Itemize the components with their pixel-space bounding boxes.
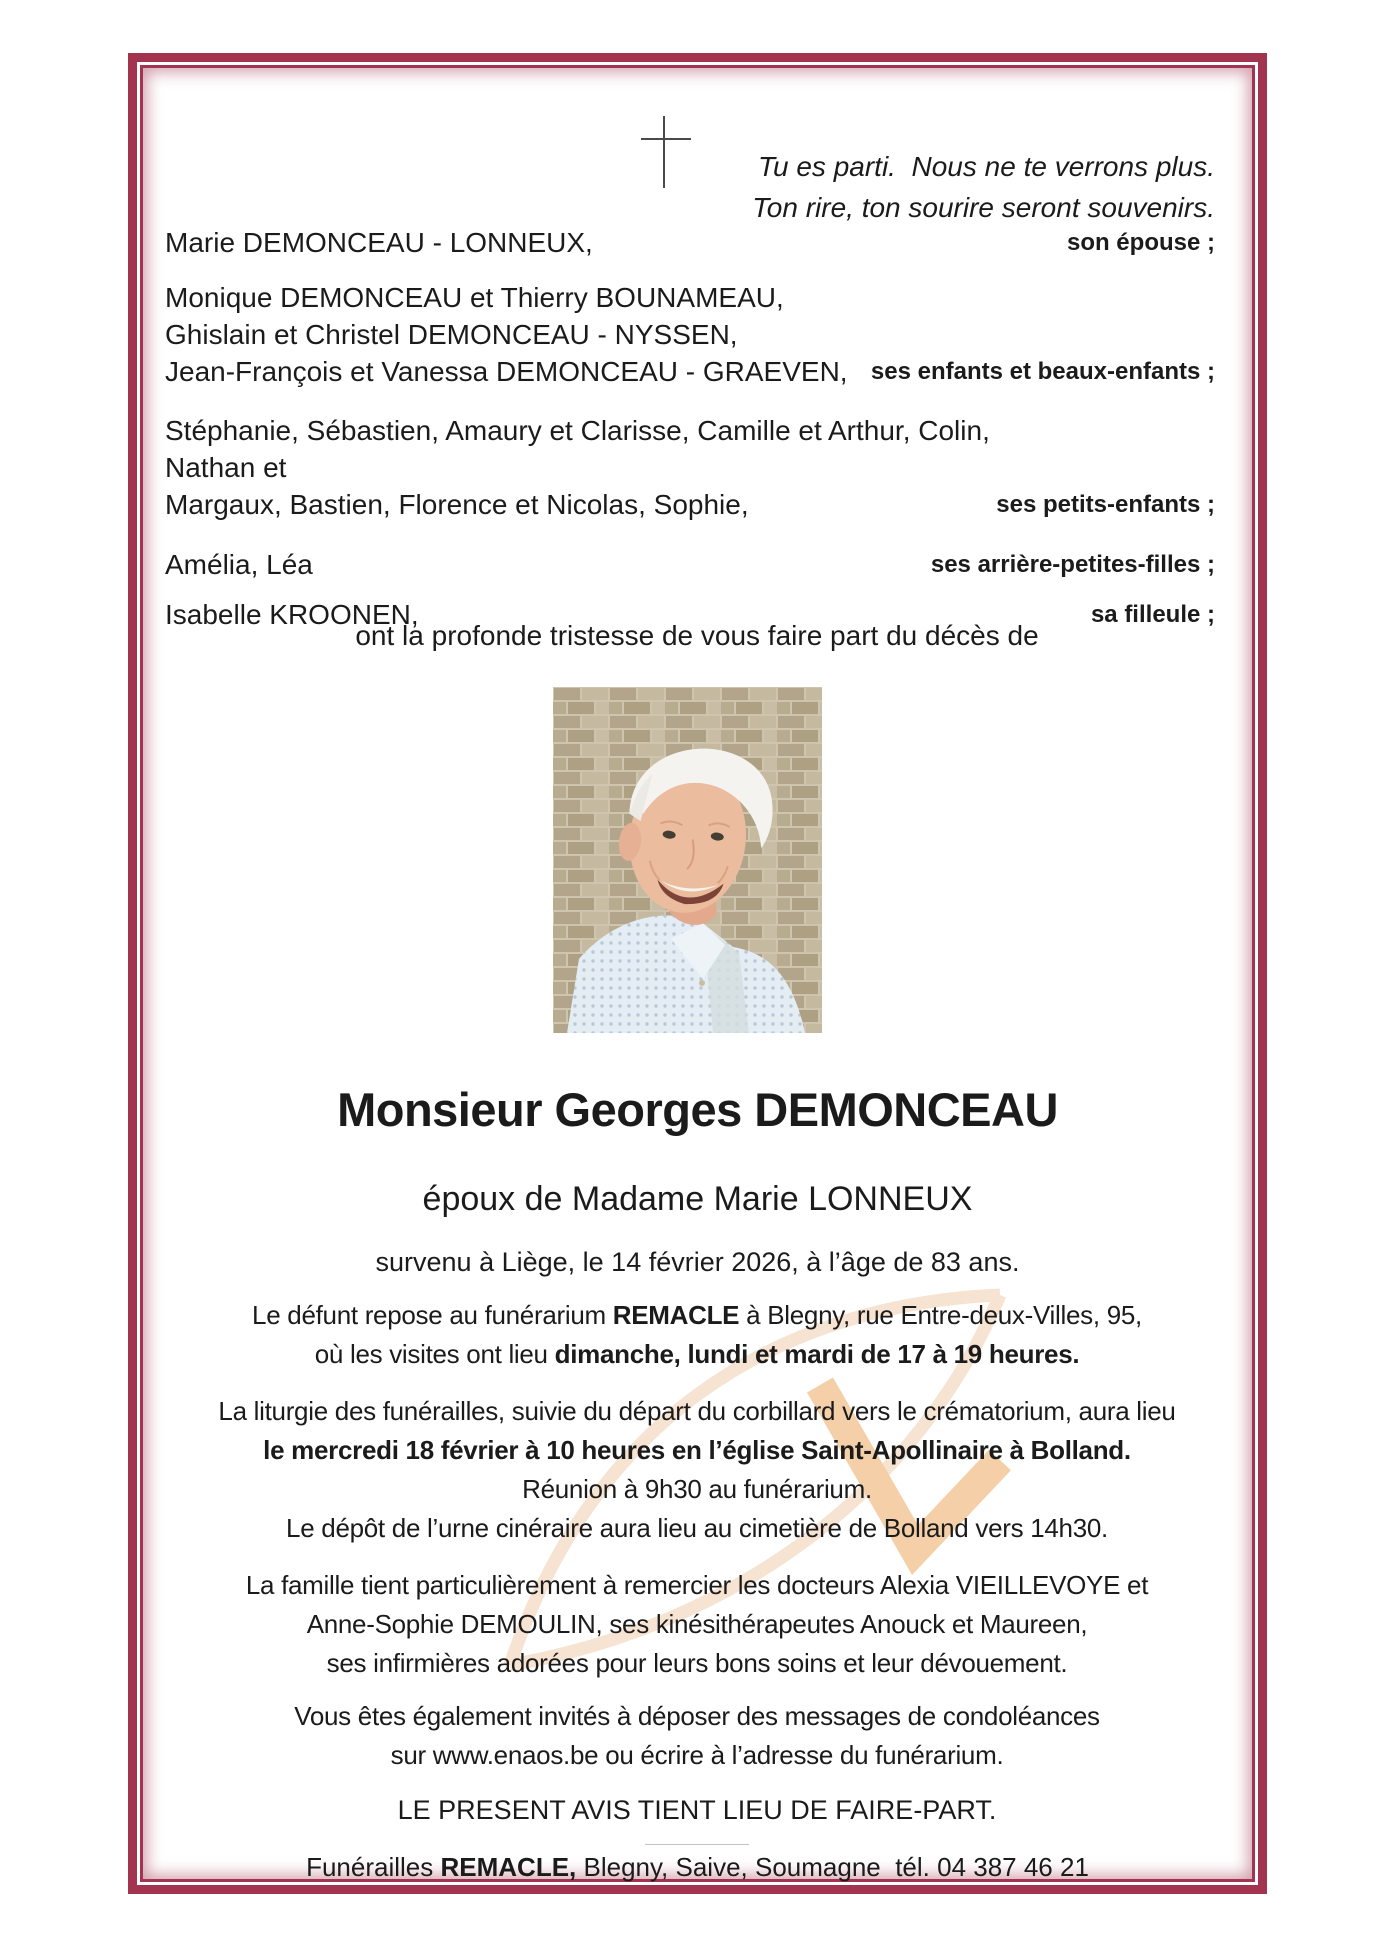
deceased-death-line: survenu à Liège, le 14 février 2026, à l’âge de 83 ans.: [375, 1247, 1020, 1277]
relative-names: Ghislain et Christel DEMONCEAU - NYSSEN,: [165, 319, 738, 350]
relative-role: ses arrière-petites-filles ;: [930, 551, 1215, 578]
relative-names: Marie DEMONCEAU - LONNEUX,: [165, 227, 593, 258]
paragraph-thanks: [164, 1566, 1230, 1683]
text-line: où les visites ont lieu dimanche, lundi et mardi de 17 à 19 heures.: [314, 1339, 1080, 1369]
relative-role: sa filleule ;: [1090, 601, 1215, 628]
legal-notice-line: LE PRESENT AVIS TIENT LIEU DE FAIRE-PART.: [397, 1795, 997, 1825]
text-line: Anne-Sophie DEMOULIN, ses kinésithérapeutes Anouck et Maureen,: [306, 1609, 1088, 1639]
text-line: Vous êtes également invités à déposer des messages de condoléances: [294, 1701, 1100, 1731]
funeral-details: [164, 1296, 1230, 1830]
relative-group-great-grandchildren: [165, 546, 1215, 583]
deceased-name-title: Monsieur Georges DEMONCEAU: [337, 1083, 1058, 1136]
relative-role: son épouse ;: [1066, 229, 1215, 256]
relative-group-spouse: [165, 224, 1215, 261]
portrait-photo: [553, 687, 822, 1033]
relative-names: Stéphanie, Sébastien, Amaury et Clarisse, Camille et Arthur, Colin, Nathan et: [165, 415, 990, 483]
cross-icon: [636, 112, 696, 192]
relative-names: Isabelle KROONEN,: [165, 599, 419, 630]
announcement-line: ont la profonde tristesse de vous faire part du décès de: [355, 620, 1039, 651]
relative-group-grandchildren: [165, 412, 1215, 523]
text-line: Le dépôt de l’urne cinéraire aura lieu au cimetière de Bolland vers 14h30.: [286, 1513, 1108, 1543]
text-line: La liturgie des funérailles, suivie du départ du corbillard vers le crématorium, aura lieu: [218, 1396, 1176, 1426]
relative-role: ses enfants et beaux-enfants ;: [870, 358, 1215, 385]
relative-names: Monique DEMONCEAU et Thierry BOUNAMEAU,: [165, 282, 784, 313]
paragraph-repose: [164, 1296, 1230, 1374]
text-line: Réunion à 9h30 au funérarium.: [522, 1474, 872, 1504]
funeral-home-footer: Funérailles REMACLE, Blegny, Saive, Soumagne tél. 04 387 46 21: [306, 1852, 1089, 1882]
relative-role: ses petits-enfants ;: [996, 491, 1215, 518]
text-line: La famille tient particulièrement à remercier les docteurs Alexia VIEILLEVOYE et: [245, 1570, 1149, 1600]
deceased-spouse-line: époux de Madame Marie LONNEUX: [422, 1180, 973, 1218]
text-line: ses infirmières adorées pour leurs bons soins et leur dévouement.: [326, 1648, 1068, 1678]
text-line: le mercredi 18 février à 10 heures en l’église Saint-Apollinaire à Bolland.: [263, 1435, 1131, 1465]
quote-line-1: Tu es parti. Nous ne te verrons plus.: [757, 151, 1215, 182]
memorial-quote: [752, 146, 1215, 228]
quote-line-2: Ton rire, ton sourire seront souvenirs.: [752, 192, 1215, 223]
relative-names: Amélia, Léa: [165, 549, 313, 580]
relative-names: Margaux, Bastien, Florence et Nicolas, Sophie,: [165, 489, 749, 520]
relative-names: Jean-François et Vanessa DEMONCEAU - GRAEVEN,: [165, 356, 848, 387]
relatives-list: [165, 224, 1215, 633]
text-line: sur www.enaos.be ou écrire à l’adresse du funérarium.: [390, 1740, 1004, 1770]
relative-group-children: [165, 279, 1215, 390]
paragraph-condolences: [164, 1697, 1230, 1775]
footer-divider: [645, 1844, 749, 1845]
text-line: Le défunt repose au funérarium REMACLE à Blegny, rue Entre-deux-Villes, 95,: [252, 1300, 1142, 1330]
paragraph-liturgy: [164, 1392, 1230, 1548]
